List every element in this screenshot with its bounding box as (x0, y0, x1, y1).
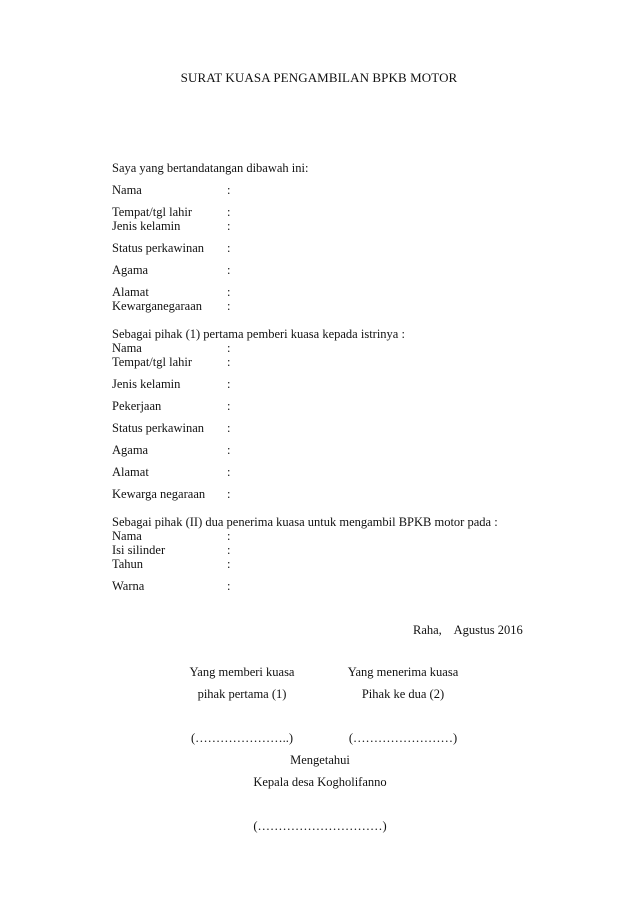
field-colon: : (227, 465, 231, 479)
field-colon: : (227, 487, 231, 501)
receiver-title: Yang menerima kuasa (347, 665, 459, 679)
field-colon: : (227, 219, 231, 233)
field-label: Kewarga negaraan (112, 487, 206, 501)
field-label: Tempat/tgl lahir (112, 355, 193, 369)
field-label: Pekerjaan (112, 399, 162, 413)
field-label: Tempat/tgl lahir (112, 205, 193, 219)
field-colon: : (227, 557, 231, 571)
field-label: Nama (112, 529, 142, 543)
field-colon: : (227, 355, 231, 369)
field-label: Status perkawinan (112, 241, 204, 255)
field-label: Tahun (112, 557, 144, 571)
field-label: Alamat (112, 465, 149, 479)
field-label: Kewarganegaraan (112, 299, 202, 313)
field-colon: : (227, 579, 231, 593)
receiver-signature-blank: (……………………) (348, 731, 458, 745)
field-label: Alamat (112, 285, 149, 299)
field-colon: : (227, 377, 231, 391)
field-colon: : (227, 543, 231, 557)
field-label: Warna (112, 579, 145, 593)
field-label: Isi silinder (112, 543, 166, 557)
receiver-subtitle: Pihak ke dua (2) (361, 687, 445, 701)
intro-text: Saya yang bertandatangan dibawah ini: (112, 161, 309, 175)
field-label: Jenis kelamin (112, 219, 181, 233)
field-label: Agama (112, 263, 149, 277)
field-label: Status perkawinan (112, 421, 204, 435)
giver-subtitle: pihak pertama (1) (197, 687, 287, 701)
section3-heading: Sebagai pihak (II) dua penerima kuasa untuk mengambil BPKB motor pada : (112, 515, 498, 529)
village-head-title: Kepala desa Kogholifanno (253, 775, 387, 789)
field-label: Agama (112, 443, 149, 457)
field-colon: : (227, 529, 231, 543)
giver-signature-blank: (…………………..) (190, 731, 294, 745)
field-label: Nama (112, 183, 142, 197)
field-colon: : (227, 241, 231, 255)
village-head-signature-blank: (…………………………) (253, 819, 387, 833)
field-colon: : (227, 421, 231, 435)
field-label: Jenis kelamin (112, 377, 181, 391)
field-colon: : (227, 399, 231, 413)
field-colon: : (227, 183, 231, 197)
field-label: Nama (112, 341, 142, 355)
field-colon: : (227, 443, 231, 457)
document-title: SURAT KUASA PENGAMBILAN BPKB MOTOR (180, 70, 458, 85)
section2-heading: Sebagai pihak (1) pertama pemberi kuasa kepada istrinya : (112, 327, 405, 341)
field-colon: : (227, 285, 231, 299)
field-colon: : (227, 299, 231, 313)
giver-title: Yang memberi kuasa (189, 665, 295, 679)
field-colon: : (227, 341, 231, 355)
acknowledged-label: Mengetahui (290, 753, 350, 767)
field-colon: : (227, 263, 231, 277)
field-colon: : (227, 205, 231, 219)
place-date: Raha, Agustus 2016 (413, 623, 523, 637)
